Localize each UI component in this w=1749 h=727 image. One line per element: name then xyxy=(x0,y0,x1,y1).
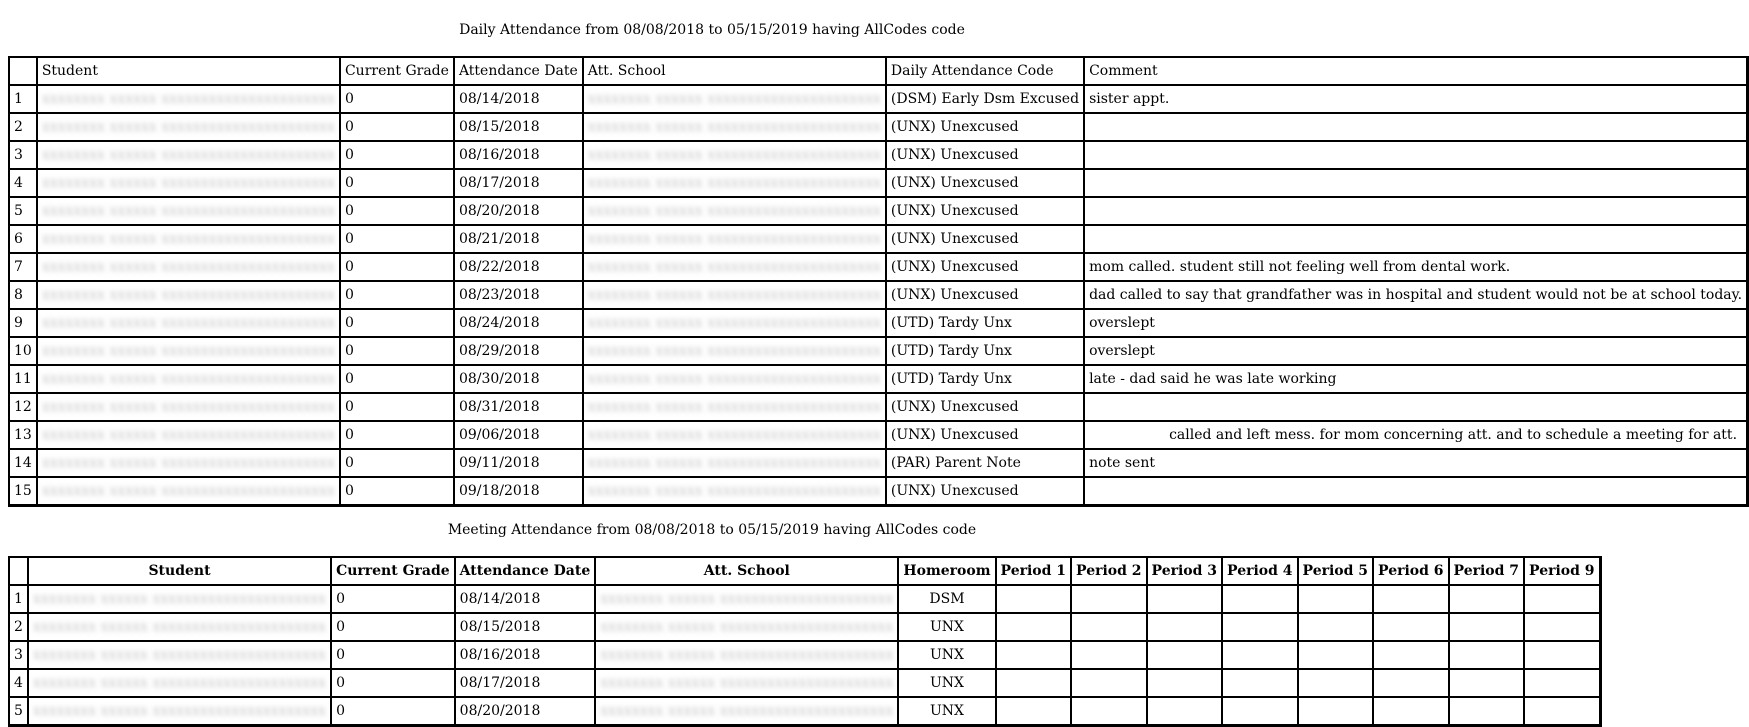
attendance-date: 08/16/2018 xyxy=(456,642,597,670)
daily-attendance-table xyxy=(8,56,1749,507)
current-grade: 0 xyxy=(341,422,455,450)
table-row xyxy=(10,642,1601,670)
period-3-cell xyxy=(1148,698,1224,726)
header-period-9: Period 9 xyxy=(1525,558,1601,586)
meeting-attendance-table xyxy=(8,556,1602,727)
row-number: 14 xyxy=(10,450,38,478)
student-name-redacted xyxy=(29,698,332,726)
row-number: 8 xyxy=(10,282,38,310)
current-grade: 0 xyxy=(332,698,456,726)
header-student: Student xyxy=(29,558,332,586)
comment: late - dad said he was late working xyxy=(1085,366,1748,394)
header-period-1: Period 1 xyxy=(997,558,1073,586)
header-index xyxy=(10,558,29,586)
attendance-date: 09/11/2018 xyxy=(455,450,584,478)
header-period-7: Period 7 xyxy=(1450,558,1526,586)
homeroom-code: UNX xyxy=(899,614,996,642)
att-school-redacted xyxy=(584,254,887,282)
current-grade: 0 xyxy=(341,114,455,142)
header-homeroom: Homeroom xyxy=(899,558,996,586)
student-name-redacted xyxy=(29,614,332,642)
period-3-cell xyxy=(1148,642,1224,670)
attendance-date: 09/06/2018 xyxy=(455,422,584,450)
comment: overslept xyxy=(1085,310,1748,338)
daily-attendance-code: (UTD) Tardy Unx xyxy=(887,310,1085,338)
current-grade: 0 xyxy=(341,142,455,170)
row-number: 12 xyxy=(10,394,38,422)
current-grade: 0 xyxy=(332,586,456,614)
period-6-cell xyxy=(1374,586,1450,614)
homeroom-code: DSM xyxy=(899,586,996,614)
student-name-redacted xyxy=(38,86,341,114)
period-5-cell xyxy=(1299,670,1375,698)
table-row xyxy=(10,394,1748,422)
current-grade: 0 xyxy=(341,86,455,114)
att-school-redacted xyxy=(584,226,887,254)
table-row xyxy=(10,114,1748,142)
att-school-redacted xyxy=(584,282,887,310)
homeroom-code: UNX xyxy=(899,642,996,670)
comment: called and left mess. for mom concerning att. and to schedule a meeting for att. xyxy=(1085,422,1748,450)
attendance-date: 08/22/2018 xyxy=(455,254,584,282)
daily-attendance-code: (UTD) Tardy Unx xyxy=(887,366,1085,394)
meeting-attendance-title: Meeting Attendance from 08/08/2018 to 05/15/2019 having AllCodes code xyxy=(447,522,977,538)
header-attendance-date: Attendance Date xyxy=(455,58,584,86)
daily-attendance-code: (PAR) Parent Note xyxy=(887,450,1085,478)
period-5-cell xyxy=(1299,586,1375,614)
row-number: 6 xyxy=(10,226,38,254)
student-name-redacted xyxy=(38,170,341,198)
student-name-redacted xyxy=(38,226,341,254)
header-att-school: Att. School xyxy=(596,558,899,586)
comment xyxy=(1085,170,1748,198)
attendance-date: 08/14/2018 xyxy=(456,586,597,614)
period-4-cell xyxy=(1223,642,1299,670)
attendance-date: 08/17/2018 xyxy=(456,670,597,698)
period-4-cell xyxy=(1223,586,1299,614)
table-row xyxy=(10,478,1748,506)
period-9-cell xyxy=(1525,698,1601,726)
header-attendance-date: Attendance Date xyxy=(456,558,597,586)
period-1-cell xyxy=(997,614,1073,642)
table-row xyxy=(10,282,1748,310)
period-7-cell xyxy=(1450,586,1526,614)
period-9-cell xyxy=(1525,586,1601,614)
header-student: Student xyxy=(38,58,341,86)
att-school-redacted xyxy=(584,310,887,338)
period-2-cell xyxy=(1072,614,1148,642)
current-grade: 0 xyxy=(341,310,455,338)
current-grade: 0 xyxy=(341,478,455,506)
period-9-cell xyxy=(1525,642,1601,670)
comment: overslept xyxy=(1085,338,1748,366)
period-9-cell xyxy=(1525,614,1601,642)
att-school-redacted xyxy=(596,614,899,642)
comment: mom called. student still not feeling well from dental work. xyxy=(1085,254,1748,282)
daily-attendance-title: Daily Attendance from 08/08/2018 to 05/15/2019 having AllCodes code xyxy=(459,22,965,38)
row-number: 2 xyxy=(10,114,38,142)
att-school-redacted xyxy=(596,698,899,726)
header-period-6: Period 6 xyxy=(1374,558,1450,586)
current-grade: 0 xyxy=(332,614,456,642)
comment xyxy=(1085,114,1748,142)
comment xyxy=(1085,478,1748,506)
attendance-date: 08/17/2018 xyxy=(455,170,584,198)
homeroom-code: UNX xyxy=(899,670,996,698)
table-row xyxy=(10,142,1748,170)
attendance-date: 08/14/2018 xyxy=(455,86,584,114)
period-6-cell xyxy=(1374,698,1450,726)
table-row xyxy=(10,86,1748,114)
student-name-redacted xyxy=(38,422,341,450)
student-name-redacted xyxy=(29,642,332,670)
att-school-redacted xyxy=(584,338,887,366)
header-index xyxy=(10,58,38,86)
attendance-date: 08/16/2018 xyxy=(455,142,584,170)
att-school-redacted xyxy=(584,114,887,142)
current-grade: 0 xyxy=(332,670,456,698)
period-1-cell xyxy=(997,586,1073,614)
student-name-redacted xyxy=(38,310,341,338)
table-row xyxy=(10,338,1748,366)
daily-attendance-code: (UNX) Unexcused xyxy=(887,254,1085,282)
period-2-cell xyxy=(1072,670,1148,698)
period-5-cell xyxy=(1299,614,1375,642)
period-3-cell xyxy=(1148,586,1224,614)
student-name-redacted xyxy=(38,366,341,394)
period-2-cell xyxy=(1072,698,1148,726)
row-number: 1 xyxy=(10,586,29,614)
student-name-redacted xyxy=(29,670,332,698)
table-row xyxy=(10,226,1748,254)
attendance-date: 08/20/2018 xyxy=(455,198,584,226)
header-att-school: Att. School xyxy=(584,58,887,86)
row-number: 5 xyxy=(10,698,29,726)
period-4-cell xyxy=(1223,670,1299,698)
daily-attendance-code: (UNX) Unexcused xyxy=(887,114,1085,142)
attendance-date: 08/15/2018 xyxy=(455,114,584,142)
period-6-cell xyxy=(1374,642,1450,670)
period-3-cell xyxy=(1148,614,1224,642)
header-period-4: Period 4 xyxy=(1223,558,1299,586)
comment xyxy=(1085,226,1748,254)
att-school-redacted xyxy=(596,586,899,614)
table-row xyxy=(10,254,1748,282)
table-row xyxy=(10,698,1601,726)
daily-attendance-code: (UNX) Unexcused xyxy=(887,142,1085,170)
student-name-redacted xyxy=(38,478,341,506)
table-row xyxy=(10,310,1748,338)
period-6-cell xyxy=(1374,670,1450,698)
row-number: 13 xyxy=(10,422,38,450)
att-school-redacted xyxy=(584,450,887,478)
period-2-cell xyxy=(1072,586,1148,614)
attendance-date: 08/23/2018 xyxy=(455,282,584,310)
current-grade: 0 xyxy=(341,394,455,422)
period-1-cell xyxy=(997,698,1073,726)
student-name-redacted xyxy=(38,142,341,170)
meeting-header-row xyxy=(10,558,1601,586)
daily-attendance-code: (UTD) Tardy Unx xyxy=(887,338,1085,366)
daily-attendance-code: (UNX) Unexcused xyxy=(887,170,1085,198)
current-grade: 0 xyxy=(341,338,455,366)
student-name-redacted xyxy=(38,338,341,366)
att-school-redacted xyxy=(584,422,887,450)
current-grade: 0 xyxy=(341,226,455,254)
row-number: 10 xyxy=(10,338,38,366)
comment: sister appt. xyxy=(1085,86,1748,114)
student-name-redacted xyxy=(38,282,341,310)
daily-attendance-code: (UNX) Unexcused xyxy=(887,422,1085,450)
student-name-redacted xyxy=(38,450,341,478)
att-school-redacted xyxy=(584,198,887,226)
row-number: 7 xyxy=(10,254,38,282)
table-row xyxy=(10,198,1748,226)
period-4-cell xyxy=(1223,614,1299,642)
period-7-cell xyxy=(1450,698,1526,726)
row-number: 5 xyxy=(10,198,38,226)
att-school-redacted xyxy=(584,170,887,198)
att-school-redacted xyxy=(584,478,887,506)
student-name-redacted xyxy=(38,254,341,282)
row-number: 4 xyxy=(10,170,38,198)
period-4-cell xyxy=(1223,698,1299,726)
period-9-cell xyxy=(1525,670,1601,698)
table-row xyxy=(10,450,1748,478)
comment xyxy=(1085,394,1748,422)
row-number: 11 xyxy=(10,366,38,394)
header-period-5: Period 5 xyxy=(1299,558,1375,586)
current-grade: 0 xyxy=(341,450,455,478)
att-school-redacted xyxy=(596,642,899,670)
comment: dad called to say that grandfather was in hospital and student would not be at school today. xyxy=(1085,282,1748,310)
row-number: 3 xyxy=(10,642,29,670)
student-name-redacted xyxy=(38,394,341,422)
daily-attendance-code: (UNX) Unexcused xyxy=(887,394,1085,422)
daily-attendance-code: (UNX) Unexcused xyxy=(887,198,1085,226)
att-school-redacted xyxy=(584,142,887,170)
student-name-redacted xyxy=(29,586,332,614)
attendance-date: 08/31/2018 xyxy=(455,394,584,422)
current-grade: 0 xyxy=(332,642,456,670)
daily-attendance-code: (UNX) Unexcused xyxy=(887,226,1085,254)
current-grade: 0 xyxy=(341,366,455,394)
att-school-redacted xyxy=(596,670,899,698)
period-1-cell xyxy=(997,642,1073,670)
attendance-date: 08/20/2018 xyxy=(456,698,597,726)
student-name-redacted xyxy=(38,114,341,142)
attendance-date: 08/29/2018 xyxy=(455,338,584,366)
row-number: 1 xyxy=(10,86,38,114)
table-row xyxy=(10,614,1601,642)
period-7-cell xyxy=(1450,614,1526,642)
table-row xyxy=(10,670,1601,698)
header-period-2: Period 2 xyxy=(1072,558,1148,586)
row-number: 2 xyxy=(10,614,29,642)
attendance-date: 08/21/2018 xyxy=(455,226,584,254)
att-school-redacted xyxy=(584,86,887,114)
period-5-cell xyxy=(1299,642,1375,670)
period-7-cell xyxy=(1450,670,1526,698)
comment: note sent xyxy=(1085,450,1748,478)
header-current-grade: Current Grade xyxy=(341,58,455,86)
header-comment: Comment xyxy=(1085,58,1748,86)
table-row xyxy=(10,366,1748,394)
att-school-redacted xyxy=(584,366,887,394)
period-7-cell xyxy=(1450,642,1526,670)
row-number: 4 xyxy=(10,670,29,698)
daily-header-row xyxy=(10,58,1748,86)
current-grade: 0 xyxy=(341,254,455,282)
attendance-date: 08/15/2018 xyxy=(456,614,597,642)
table-row xyxy=(10,170,1748,198)
row-number: 15 xyxy=(10,478,38,506)
current-grade: 0 xyxy=(341,170,455,198)
homeroom-code: UNX xyxy=(899,698,996,726)
header-period-3: Period 3 xyxy=(1148,558,1224,586)
row-number: 3 xyxy=(10,142,38,170)
table-row xyxy=(10,586,1601,614)
period-6-cell xyxy=(1374,614,1450,642)
attendance-date: 08/24/2018 xyxy=(455,310,584,338)
attendance-date: 09/18/2018 xyxy=(455,478,584,506)
header-daily-attendance-code: Daily Attendance Code xyxy=(887,58,1085,86)
header-current-grade: Current Grade xyxy=(332,558,456,586)
attendance-date: 08/30/2018 xyxy=(455,366,584,394)
current-grade: 0 xyxy=(341,282,455,310)
student-name-redacted xyxy=(38,198,341,226)
att-school-redacted xyxy=(584,394,887,422)
row-number: 9 xyxy=(10,310,38,338)
daily-attendance-code: (UNX) Unexcused xyxy=(887,478,1085,506)
period-3-cell xyxy=(1148,670,1224,698)
period-1-cell xyxy=(997,670,1073,698)
period-5-cell xyxy=(1299,698,1375,726)
table-row xyxy=(10,422,1748,450)
period-2-cell xyxy=(1072,642,1148,670)
daily-attendance-code: (UNX) Unexcused xyxy=(887,282,1085,310)
comment xyxy=(1085,142,1748,170)
current-grade: 0 xyxy=(341,198,455,226)
daily-attendance-code: (DSM) Early Dsm Excused xyxy=(887,86,1085,114)
comment xyxy=(1085,198,1748,226)
